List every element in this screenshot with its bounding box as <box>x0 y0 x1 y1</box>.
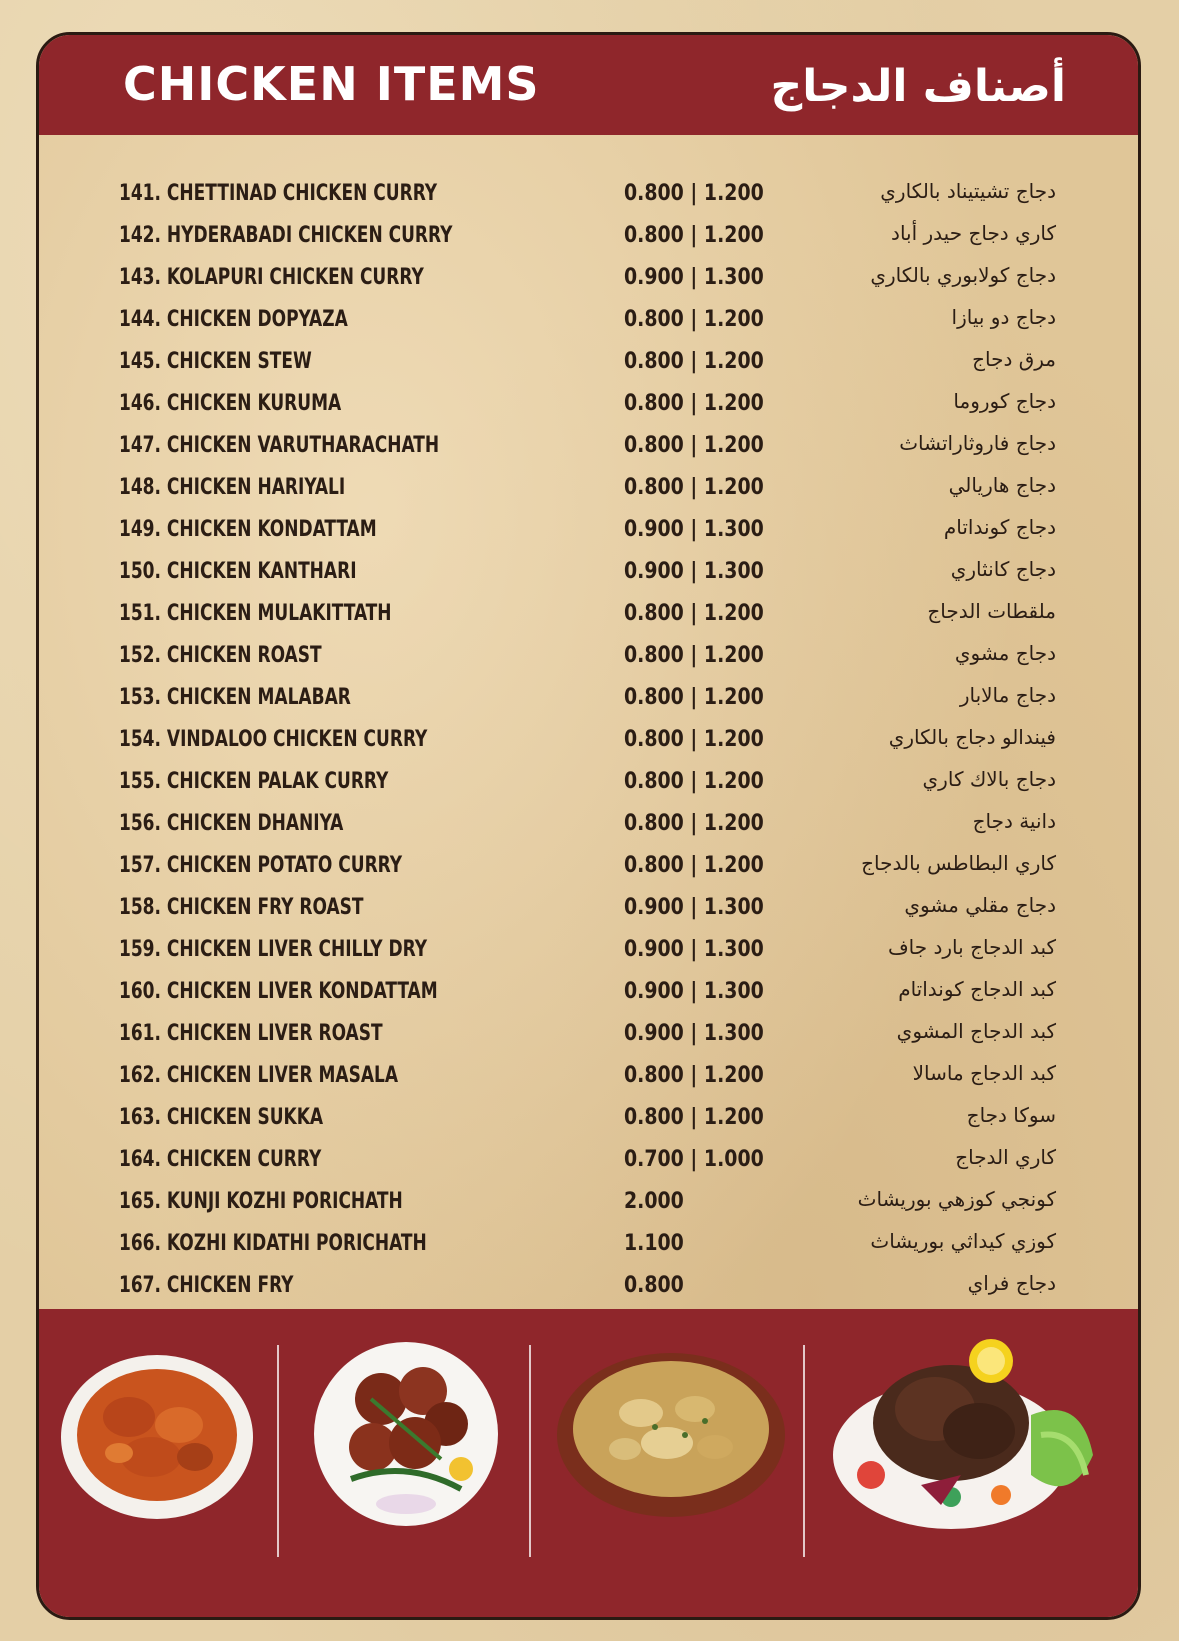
item-price: 0.900 | 1.300 <box>624 895 764 920</box>
item-price: 0.800 | 1.200 <box>624 601 764 626</box>
item-name-arabic: دجاج دو بيازا <box>951 305 1056 329</box>
item-price: 0.800 | 1.200 <box>624 727 764 752</box>
item-name-arabic: دجاج فاروثاراتشاث <box>899 431 1056 455</box>
item-price: 0.800 | 1.200 <box>624 769 764 794</box>
item-name: 142. HYDERABADI CHICKEN CURRY <box>119 223 453 248</box>
item-name: 151. CHICKEN MULAKITTATH <box>119 601 392 626</box>
item-name: 147. CHICKEN VARUTHARACHATH <box>119 433 440 458</box>
item-name: 145. CHICKEN STEW <box>119 349 312 374</box>
roast-chicken-plate-photo <box>831 1335 1093 1535</box>
item-name: 167. CHICKEN FRY <box>119 1273 294 1298</box>
item-name-arabic: مرق دجاج <box>972 347 1056 371</box>
item-name-arabic: كبد الدجاج المشوي <box>896 1019 1056 1043</box>
item-price: 0.900 | 1.300 <box>624 979 764 1004</box>
item-name-arabic: ملقطات الدجاج <box>927 599 1056 623</box>
menu-item-row <box>39 931 1138 973</box>
item-name: 141. CHETTINAD CHICKEN CURRY <box>119 181 438 206</box>
item-name-arabic: كونجي كوزهي بوريشاث <box>857 1187 1056 1211</box>
item-name: 153. CHICKEN MALABAR <box>119 685 351 710</box>
photo-divider <box>803 1345 805 1557</box>
menu-item-list <box>39 175 1138 1309</box>
item-name-arabic: دجاج مالابار <box>959 683 1056 707</box>
item-name: 143. KOLAPURI CHICKEN CURRY <box>119 265 424 290</box>
title-english: CHICKEN ITEMS <box>123 57 540 111</box>
menu-item-row <box>39 175 1138 217</box>
item-price: 1.100 <box>624 1231 684 1256</box>
item-name: 164. CHICKEN CURRY <box>119 1147 322 1172</box>
item-name-arabic: فيندالو دجاج بالكاري <box>888 725 1056 749</box>
menu-item-row <box>39 721 1138 763</box>
item-name-arabic: دجاج كونداتام <box>943 515 1056 539</box>
item-price: 0.800 | 1.200 <box>624 853 764 878</box>
menu-item-row <box>39 1099 1138 1141</box>
item-name-arabic: دجاج تشيتيناد بالكاري <box>880 179 1056 203</box>
item-name-arabic: دجاج كولابوري بالكاري <box>870 263 1056 287</box>
item-name: 157. CHICKEN POTATO CURRY <box>119 853 403 878</box>
item-name-arabic: كاري البطاطس بالدجاج <box>861 851 1056 875</box>
item-name: 146. CHICKEN KURUMA <box>119 391 342 416</box>
menu-item-row <box>39 763 1138 805</box>
item-name: 161. CHICKEN LIVER ROAST <box>119 1021 383 1046</box>
item-price: 0.800 | 1.200 <box>624 475 764 500</box>
item-name-arabic: كوزي كيداثي بوريشاث <box>870 1229 1056 1253</box>
item-price: 0.800 | 1.200 <box>624 349 764 374</box>
item-name: 150. CHICKEN KANTHARI <box>119 559 357 584</box>
item-price: 0.800 | 1.200 <box>624 1105 764 1130</box>
menu-item-row <box>39 679 1138 721</box>
item-price: 0.800 | 1.200 <box>624 685 764 710</box>
item-name: 148. CHICKEN HARIYALI <box>119 475 346 500</box>
menu-item-row <box>39 1267 1138 1309</box>
item-name: 155. CHICKEN PALAK CURRY <box>119 769 389 794</box>
item-price: 0.800 | 1.200 <box>624 181 764 206</box>
chicken-lollipop-plate-photo <box>311 1339 501 1529</box>
item-name-arabic: دجاج فراي <box>967 1271 1056 1295</box>
item-price: 0.800 | 1.200 <box>624 1063 764 1088</box>
menu-item-row <box>39 259 1138 301</box>
menu-item-row <box>39 301 1138 343</box>
item-name: 162. CHICKEN LIVER MASALA <box>119 1063 399 1088</box>
menu-item-row <box>39 511 1138 553</box>
menu-item-row <box>39 595 1138 637</box>
item-price: 0.900 | 1.300 <box>624 517 764 542</box>
photo-divider <box>529 1345 531 1557</box>
menu-card <box>36 32 1141 1620</box>
item-price: 0.700 | 1.000 <box>624 1147 764 1172</box>
menu-item-row <box>39 847 1138 889</box>
item-name: 156. CHICKEN DHANIYA <box>119 811 344 836</box>
photo-divider <box>277 1345 279 1557</box>
menu-item-row <box>39 217 1138 259</box>
item-name: 144. CHICKEN DOPYAZA <box>119 307 348 332</box>
item-name-arabic: كبد الدجاج كونداتام <box>898 977 1056 1001</box>
menu-item-row <box>39 637 1138 679</box>
title-arabic: أصناف الدجاج <box>770 61 1066 112</box>
item-name: 154. VINDALOO CHICKEN CURRY <box>119 727 428 752</box>
menu-item-row <box>39 1015 1138 1057</box>
item-name-arabic: كبد الدجاج ماسالا <box>912 1061 1056 1085</box>
item-price: 0.900 | 1.300 <box>624 1021 764 1046</box>
menu-item-row <box>39 553 1138 595</box>
item-price: 0.900 | 1.300 <box>624 937 764 962</box>
item-name-arabic: دجاج كوروما <box>953 389 1056 413</box>
menu-item-row <box>39 427 1138 469</box>
item-name-arabic: دجاج مشوي <box>954 641 1056 665</box>
menu-item-row <box>39 1225 1138 1267</box>
item-name-arabic: دجاج هاريالي <box>948 473 1056 497</box>
item-price: 0.800 <box>624 1273 684 1298</box>
menu-item-row <box>39 1057 1138 1099</box>
menu-item-row <box>39 805 1138 847</box>
item-price: 0.800 | 1.200 <box>624 391 764 416</box>
item-name: 165. KUNJI KOZHI PORICHATH <box>119 1189 403 1214</box>
clay-pot-curry-photo <box>555 1343 787 1519</box>
item-name-arabic: دانية دجاج <box>972 809 1056 833</box>
menu-header <box>39 35 1138 135</box>
chicken-curry-bowl-photo <box>59 1345 255 1521</box>
menu-item-row <box>39 1141 1138 1183</box>
item-name: 149. CHICKEN KONDATTAM <box>119 517 377 542</box>
menu-item-row <box>39 469 1138 511</box>
menu-item-row <box>39 973 1138 1015</box>
item-price: 0.800 | 1.200 <box>624 433 764 458</box>
menu-item-row <box>39 343 1138 385</box>
item-name-arabic: كبد الدجاج بارد جاف <box>887 935 1056 959</box>
item-name: 160. CHICKEN LIVER KONDATTAM <box>119 979 438 1004</box>
menu-item-row <box>39 889 1138 931</box>
item-name-arabic: دجاج كانثاري <box>950 557 1056 581</box>
item-name-arabic: دجاج بالاك كاري <box>922 767 1056 791</box>
item-name: 159. CHICKEN LIVER CHILLY DRY <box>119 937 428 962</box>
item-price: 0.800 | 1.200 <box>624 811 764 836</box>
item-price: 0.800 | 1.200 <box>624 307 764 332</box>
item-price: 2.000 <box>624 1189 684 1214</box>
item-price: 0.800 | 1.200 <box>624 223 764 248</box>
item-name-arabic: سوكا دجاج <box>966 1103 1056 1127</box>
menu-item-row <box>39 1183 1138 1225</box>
dish-photo-strip <box>39 1309 1138 1617</box>
item-name: 166. KOZHI KIDATHI PORICHATH <box>119 1231 427 1256</box>
item-price: 0.800 | 1.200 <box>624 643 764 668</box>
item-name-arabic: دجاج مقلي مشوي <box>904 893 1056 917</box>
item-price: 0.900 | 1.300 <box>624 559 764 584</box>
item-name: 152. CHICKEN ROAST <box>119 643 322 668</box>
item-name: 163. CHICKEN SUKKA <box>119 1105 324 1130</box>
item-price: 0.900 | 1.300 <box>624 265 764 290</box>
item-name-arabic: كاري الدجاج <box>955 1145 1056 1169</box>
item-name-arabic: كاري دجاج حيدر أباد <box>891 221 1056 245</box>
item-name: 158. CHICKEN FRY ROAST <box>119 895 364 920</box>
menu-item-row <box>39 385 1138 427</box>
